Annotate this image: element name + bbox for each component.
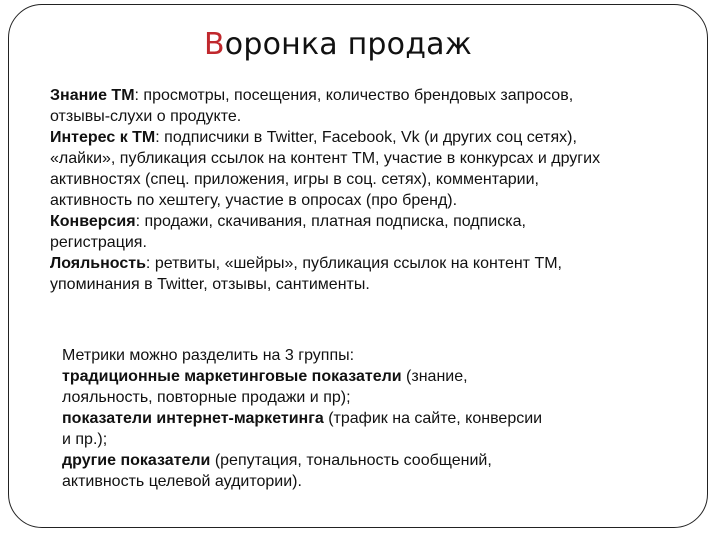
- loyalty-line-1: [50, 253, 690, 274]
- loyalty-term: Лояльность: [50, 255, 146, 272]
- funnel-stages-block: [50, 85, 690, 295]
- group3-line-1: [62, 450, 642, 471]
- group3-text-1: (репутация, тональность сообщений,: [210, 452, 492, 469]
- conversion-text-1: : продажи, скачивания, платная подписка, подписка,: [135, 213, 526, 230]
- group3-term: другие показатели: [62, 452, 211, 469]
- group2-term: показатели интернет-маркетинга: [62, 410, 324, 427]
- loyalty-line-2: упоминания в Twitter, отзывы, сантименты.: [50, 276, 370, 293]
- interest-line-3: активностях (спец. приложения, игры в соц. сетях), комментарии,: [50, 171, 539, 188]
- interest-line-1: [50, 127, 690, 148]
- group1-term: традиционные маркетинговые показатели: [62, 368, 402, 385]
- conversion-term: Конверсия: [50, 213, 136, 230]
- interest-line-4: активность по хештегу, участие в опросах (про бренд).: [50, 192, 458, 209]
- conversion-line-2: регистрация.: [50, 234, 147, 251]
- group2-text-1: (трафик на сайте, конверсии: [323, 410, 543, 427]
- awareness-line-2: отзывы-слухи о продукте.: [50, 108, 242, 125]
- awareness-text-1: : просмотры, посещения, количество брендовых запросов,: [134, 87, 574, 104]
- metrics-intro: Метрики можно разделить на 3 группы:: [62, 347, 355, 364]
- loyalty-text-1: : ретвиты, «шейры», публикация ссылок на контент ТМ,: [145, 255, 562, 272]
- awareness-term: Знание ТМ: [50, 87, 135, 104]
- slide-title: [204, 27, 472, 62]
- conversion-line-1: [50, 211, 690, 232]
- group2-line-1: [62, 408, 642, 429]
- title-first-letter: В: [204, 27, 225, 62]
- metrics-groups-block: [62, 345, 642, 492]
- title-rest: оронка продаж: [224, 27, 472, 62]
- group1-line-2: лояльность, повторные продажи и пр);: [62, 389, 351, 406]
- group1-text-1: (знание,: [401, 368, 468, 385]
- group1-line-1: [62, 366, 642, 387]
- awareness-line-1: [50, 85, 690, 106]
- group2-line-2: и пр.);: [62, 431, 108, 448]
- interest-term: Интерес к ТМ: [50, 129, 156, 146]
- interest-line-2: «лайки», публикация ссылок на контент ТМ, участие в конкурсах и других: [50, 150, 601, 167]
- interest-text-1: : подписчики в Twitter, Facebook, Vk (и других соц сетях),: [155, 129, 577, 146]
- group3-line-2: активность целевой аудитории).: [62, 473, 302, 490]
